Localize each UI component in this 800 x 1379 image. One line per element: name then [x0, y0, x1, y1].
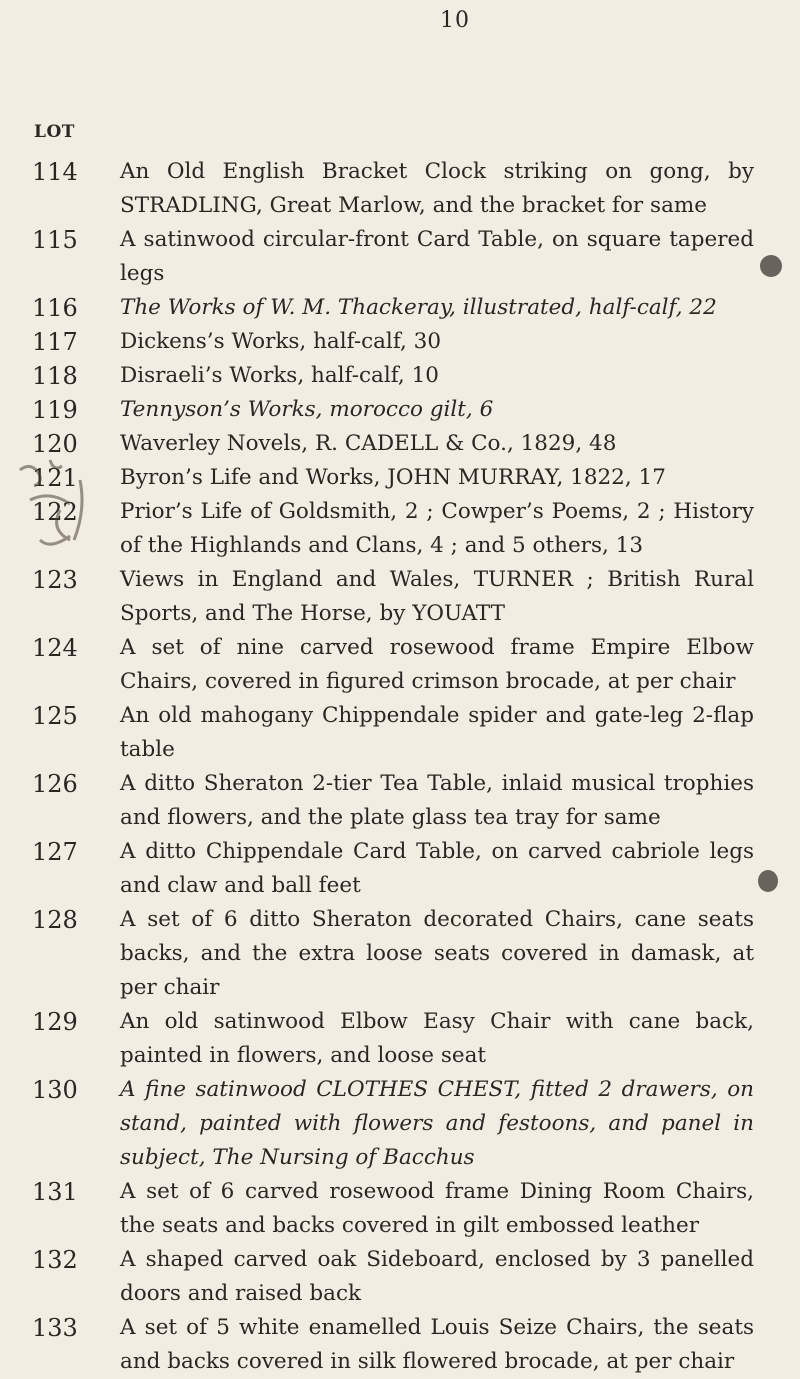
lot-number: 116 — [32, 294, 78, 322]
lot-description: A set of 5 white enamelled Louis Seize Chairs, the seats and backs covered in silk flowered brocade, at per chair — [120, 1315, 754, 1374]
page-number: 10 — [440, 8, 470, 33]
lot-entry — [32, 699, 772, 767]
edge-ink-spot — [760, 255, 782, 277]
lot-entry — [32, 1073, 772, 1175]
lot-number: 122 — [32, 498, 78, 526]
lot-entry — [32, 563, 772, 631]
lot-description: Views in England and Wales, TURNER ; British Rural Sports, and The Horse, by YOUATT — [120, 567, 754, 626]
lot-number: 123 — [32, 566, 78, 594]
lot-description: The Works of W. M. Thackeray, illustrated, half-calf, 22 — [120, 295, 717, 320]
lot-entry — [32, 495, 772, 563]
lot-description: An old satinwood Elbow Easy Chair with cane back, painted in flowers, and loose seat — [120, 1009, 754, 1068]
lot-description: Byron’s Life and Works, JOHN MURRAY, 1822, 17 — [120, 465, 666, 490]
lot-description: Disraeli’s Works, half-calf, 10 — [120, 363, 439, 388]
lot-description: Waverley Novels, R. CADELL & Co., 1829, 48 — [120, 431, 617, 456]
lot-entry — [32, 1005, 772, 1073]
lot-column-header: LOT — [34, 122, 75, 142]
lot-description: A shaped carved oak Sideboard, enclosed by 3 panelled doors and raised back — [120, 1247, 754, 1306]
lot-number: 115 — [32, 226, 78, 254]
lot-number: 121 — [32, 464, 78, 492]
lot-number: 120 — [32, 430, 78, 458]
lot-entry — [32, 835, 772, 903]
lot-number: 133 — [32, 1314, 78, 1342]
lot-entry — [32, 1311, 772, 1379]
lot-description: A set of 6 ditto Sheraton decorated Chairs, cane seats backs, and the extra loose seats covered in damask, at per chair — [120, 907, 754, 1000]
lot-list — [32, 155, 772, 1379]
lot-number: 129 — [32, 1008, 78, 1036]
lot-description: An old mahogany Chippendale spider and gate-leg 2-flap table — [120, 703, 754, 762]
lot-entry — [32, 155, 772, 223]
lot-description: A satinwood circular-front Card Table, on square tapered legs — [120, 227, 754, 286]
lot-description: Tennyson’s Works, morocco gilt, 6 — [120, 397, 494, 422]
lot-number: 118 — [32, 362, 78, 390]
lot-description: A set of nine carved rosewood frame Empire Elbow Chairs, covered in figured crimson brocade, at per chair — [120, 635, 754, 694]
lot-description: A set of 6 carved rosewood frame Dining Room Chairs, the seats and backs covered in gilt embossed leather — [120, 1179, 754, 1238]
lot-description: An Old English Bracket Clock striking on gong, by STRADLING, Great Marlow, and the bracket for same — [120, 159, 754, 218]
edge-ink-spot — [758, 870, 778, 892]
lot-number: 127 — [32, 838, 78, 866]
lot-number: 126 — [32, 770, 78, 798]
lot-entry — [32, 631, 772, 699]
lot-entry — [32, 767, 772, 835]
lot-description: Prior’s Life of Goldsmith, 2 ; Cowper’s Poems, 2 ; History of the Highlands and Clans, 4 ; and 5 others, 13 — [120, 499, 754, 558]
lot-number: 130 — [32, 1076, 78, 1104]
lot-entry — [32, 291, 772, 325]
lot-number: 114 — [32, 158, 78, 186]
lot-number: 131 — [32, 1178, 78, 1206]
lot-entry — [32, 393, 772, 427]
lot-description: A ditto Chippendale Card Table, on carved cabriole legs and claw and ball feet — [120, 839, 754, 898]
lot-entry — [32, 359, 772, 393]
lot-number: 119 — [32, 396, 78, 424]
lot-description: Dickens’s Works, half-calf, 30 — [120, 329, 442, 354]
lot-description: A ditto Sheraton 2-tier Tea Table, inlaid musical trophies and flowers, and the plate glass tea tray for same — [120, 771, 754, 830]
lot-number: 125 — [32, 702, 78, 730]
lot-entry — [32, 461, 772, 495]
lot-description: A fine satinwood CLOTHES CHEST, fitted 2 drawers, on stand, painted with flowers and festoons, and panel in subject, The Nursing of Bacchus — [120, 1077, 754, 1170]
lot-entry — [32, 223, 772, 291]
lot-entry — [32, 1243, 772, 1311]
lot-number: 117 — [32, 328, 78, 356]
lot-number: 128 — [32, 906, 78, 934]
ink-scribble-mark — [0, 440, 120, 580]
lot-number: 124 — [32, 634, 78, 662]
lot-entry — [32, 1175, 772, 1243]
lot-entry — [32, 325, 772, 359]
lot-entry — [32, 903, 772, 1005]
lot-entry — [32, 427, 772, 461]
lot-number: 132 — [32, 1246, 78, 1274]
